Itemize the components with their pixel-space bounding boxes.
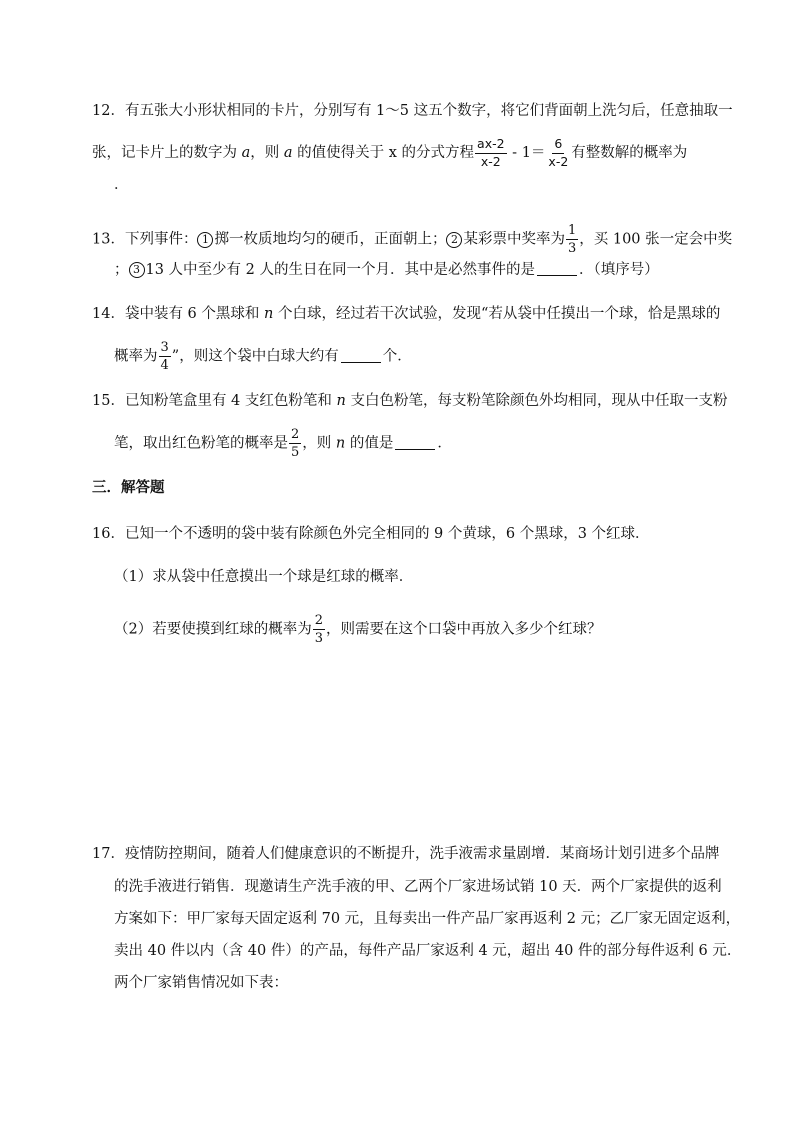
- q15-text: 笔，取出红色粉笔的概率是: [114, 435, 288, 452]
- q13-text: 13 人中至少有 2 人的生日在同一个月．其中是必然事件的是: [145, 262, 536, 278]
- q12-line1: 12．有五张大小形状相同的卡片，分别写有 1～5 这五个数字，将它们背面朝上洗匀后，任意抽取一: [92, 103, 733, 119]
- q16-text: ，则需要在这个口袋中再放入多少个红球？: [326, 621, 602, 638]
- q16-fraction: [313, 614, 325, 645]
- q15-text: 的值是: [345, 435, 394, 452]
- q17-line5: 两个厂家销售情况如下表：: [114, 975, 288, 991]
- q14-var-n: n: [264, 306, 274, 322]
- answer-blank: [395, 435, 435, 450]
- q16-text: （2）若要使摸到红球的概率为: [114, 621, 312, 638]
- q15-fraction: [289, 428, 301, 459]
- fraction-denominator: 4: [160, 358, 169, 373]
- q12-line2: [92, 138, 687, 168]
- answer-blank: [341, 348, 381, 363]
- q14-text: 14．袋中装有 6 个黑球和: [92, 306, 265, 322]
- fraction-numerator: ax-2: [475, 138, 507, 154]
- fraction-numerator: 1: [567, 223, 577, 238]
- q13-fraction: [566, 224, 578, 255]
- q15-var-n: n: [336, 393, 346, 409]
- q12-text: 张，记卡片上的数字为: [92, 145, 242, 161]
- q12-var-a: a: [283, 145, 293, 161]
- q12-fraction-2: [546, 138, 570, 168]
- circled-number-2: 2: [446, 232, 462, 248]
- q15-text: ，则: [302, 435, 336, 452]
- circled-number-1: 1: [197, 232, 213, 248]
- fraction-denominator: 3: [314, 631, 324, 646]
- q13-text: ．（填序号）: [579, 262, 659, 278]
- q13-line2: [114, 260, 659, 280]
- q13-text: ，买 100 张一定会中奖: [579, 231, 733, 248]
- q17-line1: 17．疫情防控期间，随着人们健康意识的不断提升，洗手液需求量剧增．某商场计划引进多个品牌: [92, 846, 720, 862]
- q13-line1: [92, 224, 732, 255]
- q13-text: 13．下列事件：: [92, 231, 198, 248]
- section-heading: 三．解答题: [92, 479, 165, 496]
- q13-text: ；: [114, 262, 129, 278]
- q17-line2: 的洗手液进行销售．现邀请生产洗手液的甲、乙两个厂家进场试销 10 天．两个厂家提供的返利: [114, 879, 722, 895]
- q12-text: 的值使得关于 x 的分式方程: [292, 145, 475, 161]
- q14-line2: [114, 341, 412, 372]
- fraction-numerator: 2: [314, 613, 324, 628]
- q12-fraction-1: [475, 138, 507, 168]
- q15-text: ．: [437, 435, 452, 452]
- fraction-denominator: 3: [567, 241, 577, 256]
- q15-line2: [114, 428, 452, 459]
- q14-text: 概率为: [114, 348, 158, 365]
- q15-text: 15．已知粉笔盒里有 4 支红色粉笔和: [92, 393, 337, 409]
- q17-line3: 方案如下：甲厂家每天固定返利 70 元，且每卖出一件产品厂家再返利 2 元；乙厂家无固定返利，: [114, 911, 741, 927]
- q15-line1: [92, 391, 727, 411]
- q14-text: 个白球，经过若干次试验，发现“若从袋中任摸出一个球，恰是黑球的: [273, 306, 721, 322]
- fraction-denominator: 5: [291, 445, 300, 460]
- fraction-numerator: 3: [160, 340, 169, 355]
- q13-text: 掷一枚质地均匀的硬币，正面朝上；: [214, 231, 447, 248]
- q12-text: 有整数解的概率为: [571, 145, 688, 161]
- q16-sub2: [114, 614, 602, 645]
- fraction-numerator: 2: [291, 427, 300, 442]
- q14-text: ”，则这个袋中白球大约有: [171, 348, 339, 365]
- q15-text: 支白色粉笔，每支粉笔除颜色外均相同，现从中任取一支粉: [345, 393, 728, 409]
- q13-text: 某彩票中奖率为: [463, 231, 565, 248]
- q12-text: - 1＝: [507, 145, 546, 161]
- q14-text: 个．: [382, 348, 412, 365]
- q16-sub1: （1）求从袋中任意摸出一个球是红球的概率．: [114, 569, 414, 585]
- q16-line1: 16．已知一个不透明的袋中装有除颜色外完全相同的 9 个黄球，6 个黑球，3 个红球．: [92, 526, 650, 542]
- fraction-denominator: x-2: [548, 153, 569, 169]
- answer-blank: [537, 261, 577, 276]
- q15-var-n: n: [335, 435, 346, 452]
- q14-line1: [92, 304, 720, 324]
- fraction-numerator: 6: [552, 138, 564, 154]
- q12-line3: ．: [114, 177, 129, 193]
- q14-fraction: [159, 341, 171, 372]
- q12-text: ，则: [250, 145, 284, 161]
- q17-line4: 卖出 40 件以内（含 40 件）的产品，每件产品厂家返利 4 元，超出 40 件的部分每件返利 6 元．: [114, 943, 742, 959]
- q12-var-a: a: [241, 145, 251, 161]
- circled-number-3: 3: [129, 262, 145, 278]
- fraction-denominator: x-2: [480, 153, 501, 169]
